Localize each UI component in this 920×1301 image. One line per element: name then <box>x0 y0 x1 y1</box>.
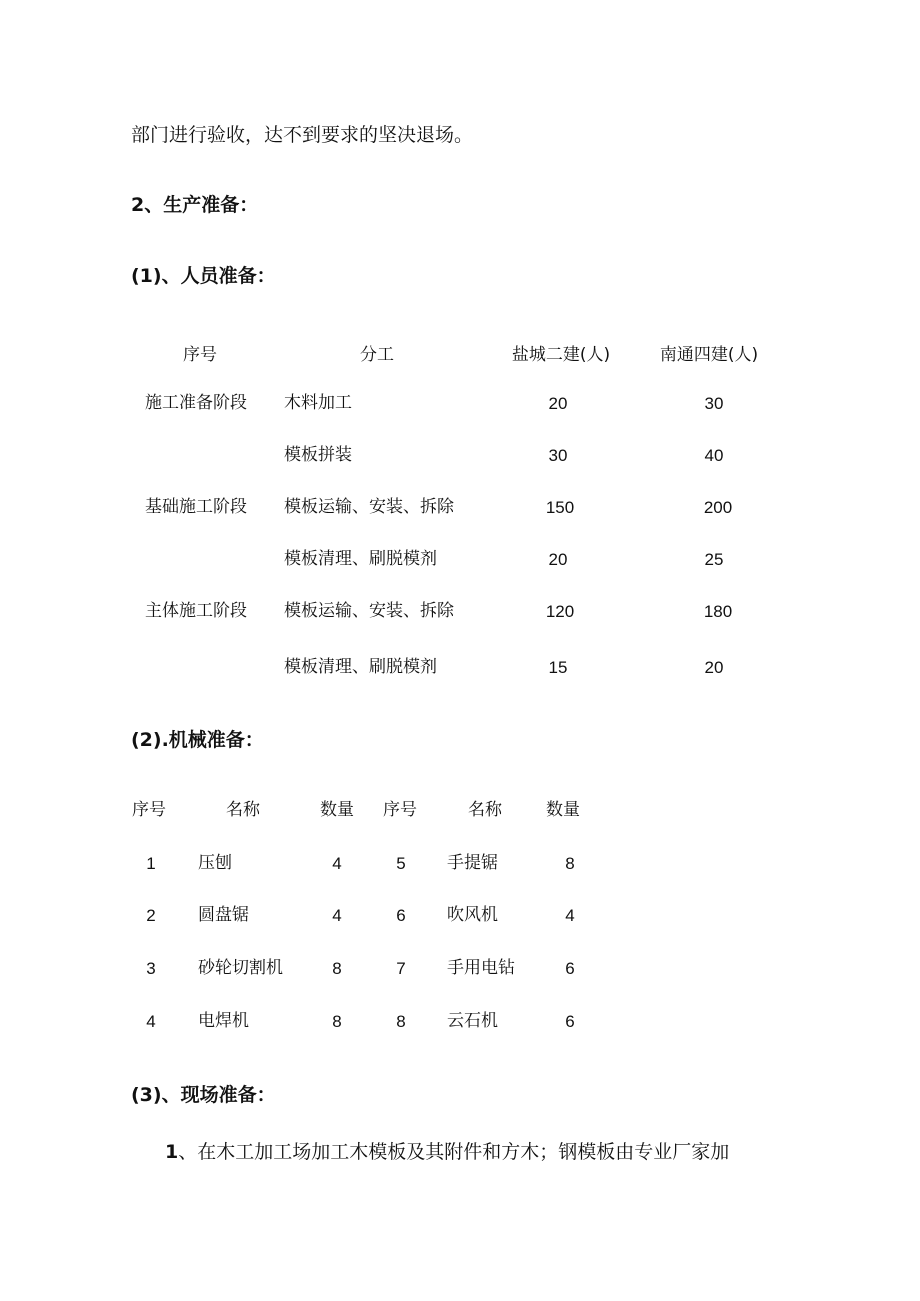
qty-cell: 8 <box>332 959 342 978</box>
nantong-cell: 40 <box>704 446 724 465</box>
task-cell: 模板运输、安装、拆除 <box>284 601 454 621</box>
section-production-heading: 2、生产准备： <box>131 194 259 216</box>
header-nantong: 南通四建(人) <box>659 345 759 365</box>
header-seq-2: 序号 <box>383 800 417 820</box>
seq-cell: 2 <box>146 906 156 925</box>
qty-cell: 6 <box>565 1012 575 1031</box>
nantong-cell: 30 <box>704 394 724 413</box>
seq-cell: 3 <box>146 959 156 978</box>
intro-line: 部门进行验收，达不到要求的坚决退场。 <box>131 124 474 146</box>
yancheng-cell: 150 <box>545 498 575 517</box>
qty-cell: 6 <box>565 959 575 978</box>
site-item-1 <box>165 1143 729 1162</box>
stage-cell: 主体施工阶段 <box>145 601 247 621</box>
seq-cell: 6 <box>396 906 406 925</box>
task-cell: 模板运输、安装、拆除 <box>284 497 454 517</box>
nantong-cell: 180 <box>703 602 733 621</box>
nantong-cell: 200 <box>703 498 733 517</box>
stage-cell: 施工准备阶段 <box>145 393 247 413</box>
seq-cell: 1 <box>146 854 156 873</box>
qty-cell: 8 <box>565 854 575 873</box>
seq-cell: 8 <box>396 1012 406 1031</box>
site-heading: (3)、现场准备： <box>131 1084 276 1106</box>
header-seq: 序号 <box>183 345 217 365</box>
header-seq-1: 序号 <box>132 800 166 820</box>
machinery-heading: (2).机械准备： <box>131 729 264 751</box>
yancheng-cell: 30 <box>548 446 568 465</box>
task-cell: 模板拼装 <box>284 445 352 465</box>
name-cell: 手用电钻 <box>447 958 515 978</box>
qty-cell: 4 <box>332 906 342 925</box>
name-cell: 电焊机 <box>198 1011 249 1031</box>
header-yancheng: 盐城二建(人) <box>511 345 611 365</box>
task-cell: 木料加工 <box>284 393 352 413</box>
yancheng-cell: 20 <box>548 550 568 569</box>
header-name-2: 名称 <box>468 800 502 820</box>
personnel-heading: (1)、人员准备： <box>131 265 276 287</box>
qty-cell: 8 <box>332 1012 342 1031</box>
name-cell: 圆盘锯 <box>198 905 249 925</box>
yancheng-cell: 20 <box>548 394 568 413</box>
task-cell: 模板清理、刷脱模剂 <box>284 657 437 677</box>
header-qty-1: 数量 <box>320 800 354 820</box>
name-cell: 压刨 <box>198 853 232 873</box>
header-division: 分工 <box>360 345 394 365</box>
yancheng-cell: 15 <box>548 658 568 677</box>
nantong-cell: 25 <box>704 550 724 569</box>
name-cell: 砂轮切割机 <box>198 958 283 978</box>
stage-cell: 基础施工阶段 <box>145 497 247 517</box>
site-item-1-text: 、在木工加工场加工木模板及其附件和方木；钢模板由专业厂家加 <box>178 1141 730 1163</box>
nantong-cell: 20 <box>704 658 724 677</box>
yancheng-cell: 120 <box>545 602 575 621</box>
seq-cell: 4 <box>146 1012 156 1031</box>
header-name-1: 名称 <box>226 800 260 820</box>
site-item-1-number: 1 <box>165 1141 179 1163</box>
name-cell: 手提锯 <box>447 853 498 873</box>
header-qty-2: 数量 <box>546 800 580 820</box>
seq-cell: 5 <box>396 854 406 873</box>
name-cell: 云石机 <box>447 1011 498 1031</box>
name-cell: 吹风机 <box>447 905 498 925</box>
qty-cell: 4 <box>332 854 342 873</box>
qty-cell: 4 <box>565 906 575 925</box>
seq-cell: 7 <box>396 959 406 978</box>
task-cell: 模板清理、刷脱模剂 <box>284 549 437 569</box>
